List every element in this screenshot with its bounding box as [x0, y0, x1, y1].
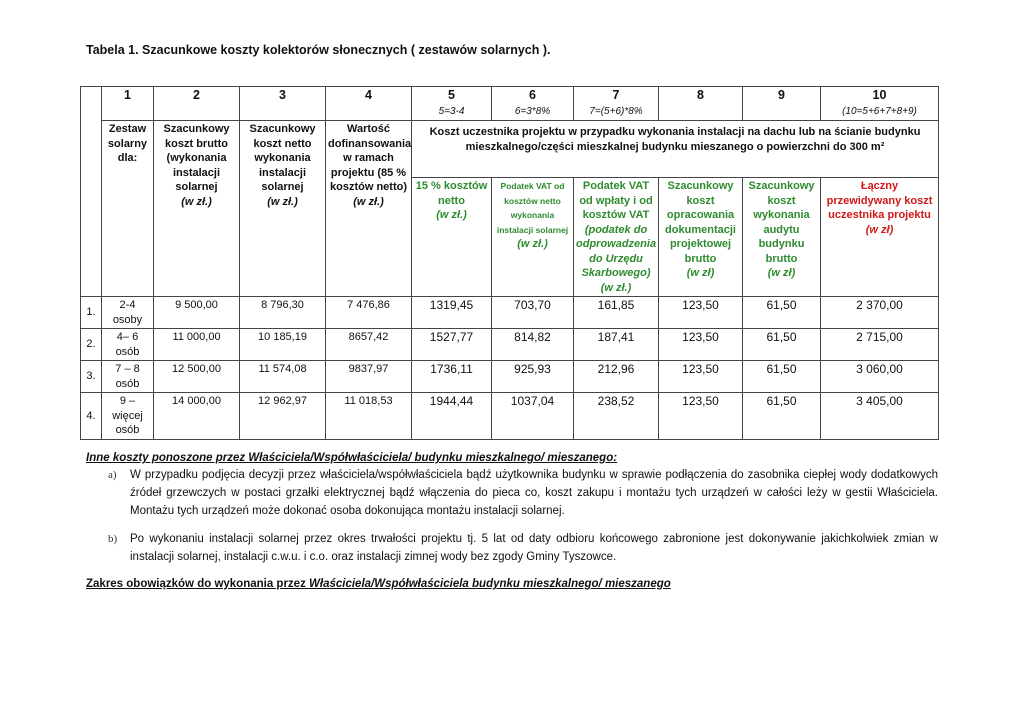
table-row [81, 393, 939, 440]
header-vat-wplaty [574, 178, 659, 297]
cell-vat-wplaty: 212,96 [574, 361, 659, 393]
cell-koszt-brutto: 9 500,00 [154, 297, 240, 329]
cell-vat-netto: 703,70 [492, 297, 574, 329]
cell-vat-netto: 814,82 [492, 329, 574, 361]
cell-dofinansowanie: 7 476,86 [326, 297, 412, 329]
header-dokumentacja-unit: (w zł) [686, 267, 715, 279]
header-dokumentacja [659, 178, 743, 297]
header-15-procent-label: 15 % kosztów netto [415, 180, 488, 207]
cell-15-procent: 1944,44 [412, 393, 492, 440]
header-koszt-brutto-label: Szacunkowy koszt brutto (wykonania instalacji solarnej [163, 123, 230, 193]
table-row [81, 297, 939, 329]
col-number-7-label: 7 [612, 88, 620, 102]
cell-vat-netto: 925,93 [492, 361, 574, 393]
col-formula-5: 5=3-4 [438, 105, 465, 117]
header-vat-wplaty-note: (podatek do odprowadzenia do Urzędu Skarbowego) [576, 223, 657, 279]
cell-koszt-netto: 11 574,08 [240, 361, 326, 393]
col-formula-10: (10=5+6+7+8+9) [842, 105, 917, 117]
header-vat-netto-label: Podatek VAT od kosztów netto wykonania instalacji solarnej [496, 181, 569, 235]
cell-15-procent: 1736,11 [412, 361, 492, 393]
duties-heading-italic: Właściciela/Współwłaściciela budynku mieszkalnego/ mieszanego [309, 578, 671, 590]
table-row [81, 361, 939, 393]
header-audyt-label: Szacunkowy koszt wykonania audytu budynku brutto [748, 180, 815, 265]
header-dofinansowanie-label: Wartość dofinansowania w ramach projektu (85 % kosztów netto) [328, 123, 412, 193]
row-number: 1. [81, 297, 102, 329]
col-number-6 [492, 87, 574, 121]
cell-dofinansowanie: 11 018,53 [326, 393, 412, 440]
col-number-4: 4 [326, 87, 412, 121]
list-item [108, 466, 938, 520]
header-koszt-netto [240, 121, 326, 297]
cell-koszt-brutto: 11 000,00 [154, 329, 240, 361]
col-number-9: 9 [743, 87, 821, 121]
duties-heading-prefix: Zakres obowiązków do wykonania przez [86, 578, 310, 590]
cell-dokumentacja: 123,50 [659, 297, 743, 329]
header-koszt-brutto-unit: (w zł.) [181, 195, 212, 208]
col-number-7 [574, 87, 659, 121]
col-number-8: 8 [659, 87, 743, 121]
cell-laczny-koszt: 3 060,00 [821, 361, 939, 393]
header-koszt-uczestnika: Koszt uczestnika projektu w przypadku wykonania instalacji na dachu lub na ścianie budynku mieszkalnego/części mieszkalnej budynku mieszanego o powierzchni do 300 m² [412, 121, 939, 178]
cell-vat-wplaty: 161,85 [574, 297, 659, 329]
row-set: 7 – 8 osób [102, 361, 154, 393]
col-number-5-label: 5 [448, 88, 455, 102]
header-dofinansowanie [326, 121, 412, 297]
row-number: 4. [81, 393, 102, 440]
cost-table [80, 86, 939, 440]
header-laczny-koszt [821, 178, 939, 297]
cell-koszt-netto: 10 185,19 [240, 329, 326, 361]
col-number-1: 1 [102, 87, 154, 121]
header-koszt-brutto [154, 121, 240, 297]
row-set: 9 – więcej osób [102, 393, 154, 440]
header-zestaw: Zestaw solarny dla: [102, 121, 154, 297]
header-15-procent-unit: (w zł.) [436, 209, 467, 221]
other-costs-heading: Inne koszty ponoszone przez Właściciela/Współwłaściciela/ budynku mieszkalnego/ mieszanego: [86, 452, 618, 464]
cell-laczny-koszt: 2 370,00 [821, 297, 939, 329]
col-number-5 [412, 87, 492, 121]
row-number: 2. [81, 329, 102, 361]
table-row [81, 329, 939, 361]
cell-vat-netto: 1037,04 [492, 393, 574, 440]
col-formula-6: 6=3*8% [514, 105, 551, 117]
cell-audyt: 61,50 [743, 297, 821, 329]
cell-dofinansowanie: 9837,97 [326, 361, 412, 393]
cell-dokumentacja: 123,50 [659, 361, 743, 393]
cell-koszt-brutto: 12 500,00 [154, 361, 240, 393]
header-vat-netto-unit: (w zł.) [517, 238, 548, 250]
cell-laczny-koszt: 3 405,00 [821, 393, 939, 440]
cell-audyt: 61,50 [743, 329, 821, 361]
col-number-10 [821, 87, 939, 121]
header-koszt-netto-label: Szacunkowy koszt netto wykonania instalacji solarnej [249, 123, 316, 193]
cell-laczny-koszt: 2 715,00 [821, 329, 939, 361]
cell-koszt-netto: 8 796,30 [240, 297, 326, 329]
list-marker: a) [108, 469, 117, 481]
header-dokumentacja-label: Szacunkowy koszt opracowania dokumentacji projektowej brutto [665, 180, 736, 265]
cell-audyt: 61,50 [743, 393, 821, 440]
cell-vat-wplaty: 238,52 [574, 393, 659, 440]
list-item-text: W przypadku podjęcia decyzji przez właściciela/współwłaściciela bądź użytkownika budynku w sprawie podłączenia do zasobnika ciepłej wody dodatkowych źródeł grzewczych w postaci grzałki elektrycznej bądź włączenia do pieca co, koszt zakupu i montażu tych urządzeń w całości leży w gestii Właściciela. Montażu tych urządzeń może dokonać osoba dokonująca montażu instalacji solarnej. [130, 469, 938, 517]
list-marker: b) [108, 533, 118, 545]
header-dofinansowanie-unit: (w zł.) [353, 195, 384, 208]
cell-15-procent: 1319,45 [412, 297, 492, 329]
lp-header-cell [81, 87, 102, 297]
list-item [108, 530, 938, 566]
header-audyt-unit: (w zł) [767, 267, 796, 279]
col-number-2: 2 [154, 87, 240, 121]
list-item-text: Po wykonaniu instalacji solarnej przez okres trwałości projektu tj. 5 lat od daty odbioru końcowego zabronione jest dokonywanie jakichkolwiek zmian w instalacji solarnej, instalacji c.w.u. i c.o. oraz instalacji zimnej wody bez zgody Gminy Tyszowce. [130, 533, 938, 563]
cell-dokumentacja: 123,50 [659, 393, 743, 440]
cell-koszt-netto: 12 962,97 [240, 393, 326, 440]
header-laczny-koszt-unit: (w zł) [865, 223, 894, 236]
duties-heading [86, 578, 671, 590]
cell-dofinansowanie: 8657,42 [326, 329, 412, 361]
col-formula-7: 7=(5+6)*8% [589, 105, 643, 117]
row-set: 2-4 osoby [102, 297, 154, 329]
cell-audyt: 61,50 [743, 361, 821, 393]
header-15-procent [412, 178, 492, 297]
header-vat-wplaty-label: Podatek VAT od wpłaty i od kosztów VAT [579, 180, 653, 221]
header-vat-wplaty-unit: (w zł.) [600, 281, 632, 294]
table-header-numbers [81, 87, 939, 121]
page-title: Tabela 1. Szacunkowe koszty kolektorów słonecznych ( zestawów solarnych ). [86, 43, 551, 57]
col-number-6-label: 6 [529, 88, 536, 102]
header-koszt-netto-unit: (w zł.) [267, 195, 298, 208]
cell-koszt-brutto: 14 000,00 [154, 393, 240, 440]
header-vat-netto [492, 178, 574, 297]
cell-vat-wplaty: 187,41 [574, 329, 659, 361]
cell-dokumentacja: 123,50 [659, 329, 743, 361]
row-set: 4– 6 osób [102, 329, 154, 361]
col-number-10-label: 10 [872, 88, 887, 102]
row-number: 3. [81, 361, 102, 393]
cell-15-procent: 1527,77 [412, 329, 492, 361]
header-audyt [743, 178, 821, 297]
table-header-row-1 [81, 121, 939, 178]
col-number-3: 3 [240, 87, 326, 121]
header-laczny-koszt-label: Łączny przewidywany koszt uczestnika projektu [826, 180, 933, 221]
